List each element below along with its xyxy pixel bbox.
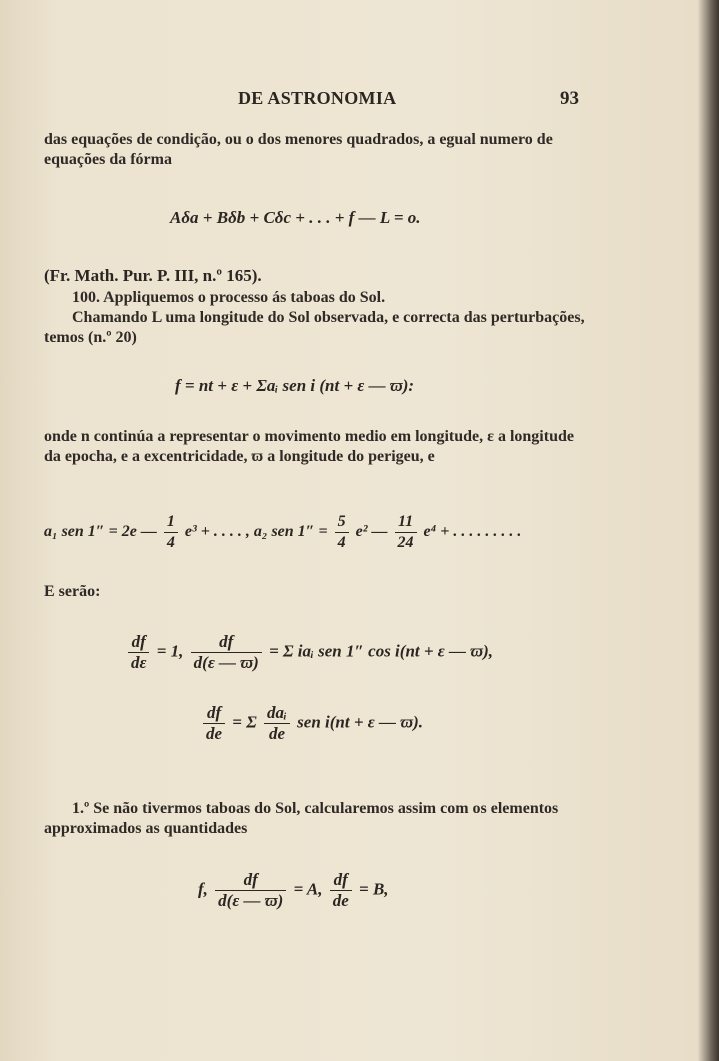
fraction-denominator: 4 xyxy=(166,534,175,551)
equation-coefficients xyxy=(44,512,521,553)
fraction-numerator: df xyxy=(215,870,286,891)
eq3-part-t3: e⁴ + . . . . . . . . . xyxy=(423,523,522,541)
equation-quantities xyxy=(198,870,389,911)
fraction-5-4 xyxy=(335,512,349,553)
equation-longitude: f = nt + ε + Σaᵢ sen i (nt + ε — ϖ): xyxy=(175,376,415,395)
section-100-heading: 100. Appliquemos o processo ás taboas do Sol. xyxy=(72,289,386,306)
fraction-numerator: df xyxy=(203,703,225,724)
eq4-rest: = Σ iaᵢ sen 1″ cos i(nt + ε — ϖ), xyxy=(269,641,494,661)
fraction-df-d-eps-varpi xyxy=(191,632,262,673)
fraction-denominator: de xyxy=(206,724,223,743)
fraction-df-deps xyxy=(128,632,149,673)
fraction-numerator: daᵢ xyxy=(264,703,290,724)
running-header: DE ASTRONOMIA xyxy=(238,88,397,108)
fraction-df-d-eps-varpi xyxy=(215,870,286,911)
reference-citation: (Fr. Math. Pur. P. III, n.º 165). xyxy=(44,266,262,285)
fraction-denominator: de xyxy=(268,724,285,743)
fraction-numerator: df xyxy=(128,632,149,653)
paragraph-item-1: 1.º Se não tivermos taboas do Sol, calcularemos assim com os elementos approximados as quantidades xyxy=(44,800,559,837)
eq5-mid: = Σ xyxy=(232,712,257,732)
fraction-11-24 xyxy=(395,512,417,553)
fraction-df-de xyxy=(330,870,352,911)
fraction-denominator: 24 xyxy=(397,534,414,551)
eq3-part-t1: e³ + . . . . , a₂ sen 1″ = xyxy=(184,523,328,541)
e-serao-label: E serão: xyxy=(44,583,101,600)
eq6-mid: = A, xyxy=(293,879,323,899)
fraction-1-4 xyxy=(164,512,178,553)
eq4-mid: = 1, xyxy=(156,641,184,661)
eq3-part-a1: a₁ sen 1″ = 2e — xyxy=(44,523,157,541)
page-number: 93 xyxy=(560,88,579,109)
fraction-numerator: df xyxy=(191,632,262,653)
equation-condition: Aδa + Bδb + Cδc + . . . + f — L = o. xyxy=(170,208,421,227)
eq5-rest: sen i(nt + ε — ϖ). xyxy=(297,712,424,732)
paragraph-chamando: Chamando L uma longitude do Sol observada, e correcta das perturbações, temos (n.º 20) xyxy=(44,309,585,346)
fraction-denominator: d(ε — ϖ) xyxy=(218,891,284,910)
paragraph-intro: das equações de condição, ou o dos menores quadrados, a egual numero de equações da fórma xyxy=(44,131,553,168)
fraction-numerator: 1 xyxy=(164,512,178,533)
fraction-df-de xyxy=(203,703,225,744)
paragraph-onde: onde n continúa a representar o movimento medio em longitude, ε a longitude da epocha, e a excentricidade, ϖ a longitude do perigeu, e xyxy=(44,428,574,465)
fraction-numerator: df xyxy=(330,870,352,891)
eq3-part-t2: e² — xyxy=(355,523,388,541)
fraction-denominator: de xyxy=(332,891,349,910)
fraction-numerator: 11 xyxy=(395,512,417,533)
eq6-lead: f, xyxy=(198,879,208,899)
eq6-rest: = B, xyxy=(359,879,389,899)
fraction-denominator: d(ε — ϖ) xyxy=(193,653,259,672)
fraction-dai-de xyxy=(264,703,290,744)
equation-partials-2 xyxy=(200,703,423,744)
equation-partials-1 xyxy=(125,632,493,673)
fraction-numerator: 5 xyxy=(335,512,349,533)
fraction-denominator: dε xyxy=(131,653,147,672)
fraction-denominator: 4 xyxy=(337,534,346,551)
